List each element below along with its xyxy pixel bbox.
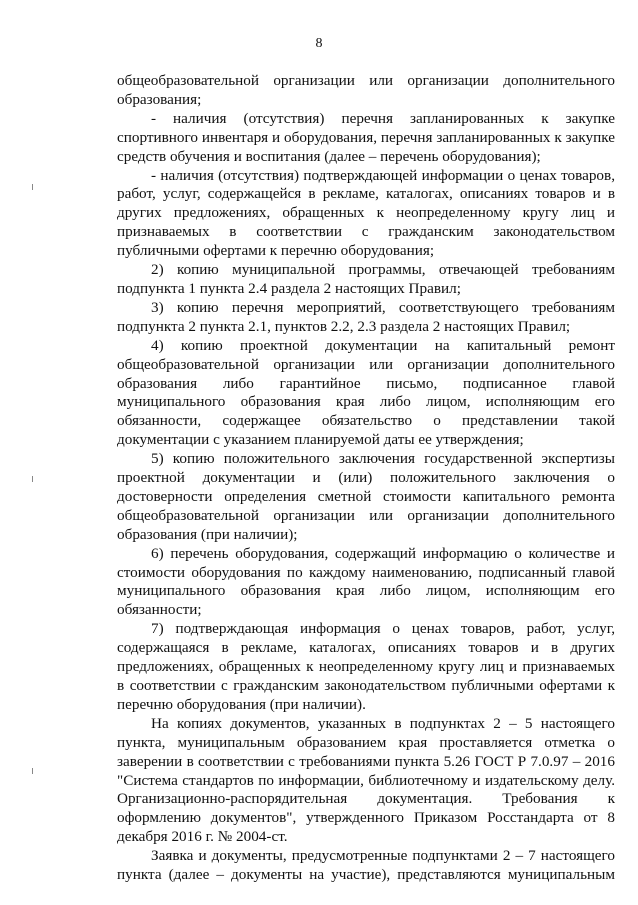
paragraph-list-item: 3) копию перечня мероприятий, соответствующего требованиям подпункта 2 пункта 2.1, пунктов 2.2, 2.3 раздела 2 настоящих Правил; — [117, 298, 615, 335]
paragraph-list-item: - наличия (отсутствия) перечня запланированных к закупке спортивного инвентаря и оборудования, перечня запланированных к закупке средств обучения и воспитания (далее – перечень оборудования); — [117, 109, 615, 165]
paragraph-list-item: 5) копию положительного заключения государственной экспертизы проектной документации и (или) положительного заключения о достоверности определения сметной стоимости капитального ремонта общеобразовательной организации или организации дополнительного образования (при наличии); — [117, 450, 615, 543]
margin-mark — [32, 476, 33, 482]
paragraph: Заявка и документы, предусмотренные подпунктами 2 – 7 настоящего пункта (далее – документы на участие), представляются муниципальным — [117, 847, 615, 884]
paragraph-list-item: 7) подтверждающая информация о ценах товаров, работ, услуг, содержащаяся в рекламе, каталогах, описаниях товаров и в других предложениях, обращенных к неопределенному кругу лиц и признаваемых в соответствии с гражданским законодательством публичными офертами к перечню оборудования (при наличии). — [117, 620, 615, 713]
margin-mark — [32, 768, 33, 774]
paragraph: На копиях документов, указанных в подпунктах 2 – 5 настоящего пункта, муниципальным образованием края проставляется отметка о заверении в соответствии с требованиями пункта 5.26 ГОСТ Р 7.0.97 – 2016 "Система стандартов по информации, библиотечному и издательскому делу. Организационно-распорядительная документация. Требования к оформлению документов", утвержденного Приказом Росстандарта от 8 декабря 2016 г. № 2004-ст. — [117, 714, 615, 846]
document-body — [117, 72, 615, 885]
paragraph-continuation: общеобразовательной организации или организации дополнительного образования; — [117, 72, 615, 108]
margin-mark — [32, 184, 33, 190]
page-number: 8 — [315, 36, 323, 51]
paragraph-list-item: 2) копию муниципальной программы, отвечающей требованиям подпункта 1 пункта 2.4 раздела 2 настоящих Правил; — [117, 261, 615, 297]
paragraph-list-item: 6) перечень оборудования, содержащий информацию о количестве и стоимости оборудования по каждому наименованию, подписанный главой муниципального образования края либо лицом, исполняющим его обязанности; — [117, 544, 615, 619]
paragraph-list-item: - наличия (отсутствия) подтверждающей информации о ценах товаров, работ, услуг, содержащейся в рекламе, каталогах, описаниях товаров и в других предложениях, обращенных к неопределенному кругу лиц и признаваемых в соответствии с гражданским законодательством публичными офертами к перечню оборудования; — [117, 166, 615, 260]
paragraph-list-item: 4) копию проектной документации на капитальный ремонт общеобразовательной организации или организации дополнительного образования либо гарантийное письмо, подписанное главой муниципального образования края либо лицом, исполняющим его обязанности, содержащее обязательство о представлении такой документации с указанием планируемой даты ее утверждения; — [117, 336, 615, 449]
